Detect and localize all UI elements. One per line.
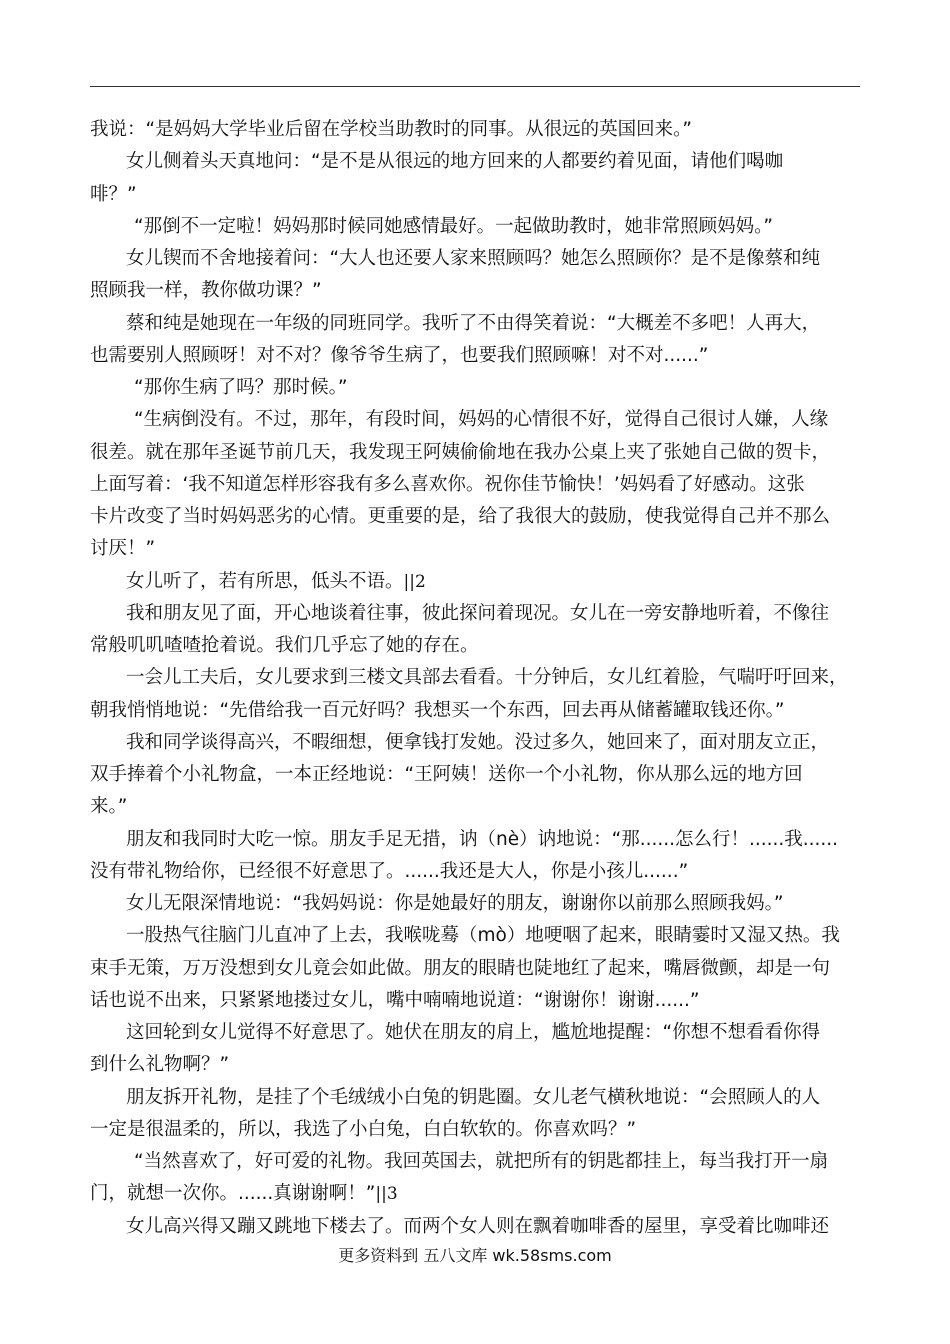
header-rule <box>90 86 860 87</box>
text-line: 女儿高兴得又蹦又跳地下楼去了。而两个女人则在飘着咖啡香的屋里，享受着比咖啡还 <box>126 1215 830 1237</box>
text-line: 也需要别人照顾呀！对不对？像爷爷生病了，也要我们照顾嘛！对不对......” <box>90 344 709 366</box>
text-line-content: 女儿听了，若有所思，低头不语。 <box>126 570 404 592</box>
text-line: 女儿无限深情地说：“我妈妈说：你是她最好的朋友，谢谢你以前那么照顾我妈。” <box>126 893 784 914</box>
text-line: 我和同学谈得高兴，不暇细想，便拿钱打发她。没过多久，她回来了，面对朋友立正， <box>126 731 830 753</box>
text-line: “那你生病了吗？那时候。” <box>134 377 348 398</box>
section-marker: ||3 <box>375 1184 398 1205</box>
text-line <box>90 566 862 598</box>
text-line-content: 门，就想一次你。......真谢谢啊！” <box>90 1183 376 1205</box>
text-line <box>90 1178 862 1210</box>
text-line: 照顾我一样，教你做功课？” <box>90 280 322 302</box>
text-line: 话也说不出来，只紧紧地搂过女儿，嘴中喃喃地说道：“谢谢你！谢谢......” <box>90 989 700 1011</box>
text-line: “当然喜欢了，好可爱的礼物。我回英国去，就把所有的钥匙都挂上，每当我打开一扇 <box>134 1151 829 1172</box>
text-line: 一定是很温柔的，所以，我选了小白兔，白白软软的。你喜欢吗？” <box>90 1118 637 1140</box>
text-line: 我说：“是妈妈大学毕业后留在学校当助教时的同事。从很远的英国回来。” <box>90 119 692 140</box>
text-line: 朋友和我同时大吃一惊。朋友手足无措，讷（nè）讷地说：“那......怎么行！......我...... <box>126 828 839 850</box>
text-line: 常般叽叽喳喳抢着说。我们几乎忘了她的存在。 <box>90 635 479 656</box>
text-line: 束手无策，万万没想到女儿竟会如此做。朋友的眼睛也陡地红了起来，嘴唇微颤，却是一句 <box>90 957 831 979</box>
text-line: 女儿侧着头天真地问：“是不是从很远的地方回来的人都要约着见面，请他们喝咖 <box>126 151 784 173</box>
text-line: 蔡和纯是她现在一年级的同班同学。我听了不由得笑着说：“大概差不多吧！人再大， <box>126 312 821 334</box>
text-line: 到什么礼物啊？” <box>90 1054 230 1076</box>
text-line: 讨厌！” <box>90 538 156 560</box>
text-line: 我和朋友见了面，开心地谈着往事，彼此探问着现况。女儿在一旁安静地听着，不像往 <box>126 602 830 624</box>
text-line: 一会儿工夫后，女儿要求到三楼文具部去看看。十分钟后，女儿红着脸，气喘吁吁回来， <box>126 667 848 689</box>
text-line: 很差。就在那年圣诞节前几天，我发现王阿姨偷偷地在我办公桌上夹了张她自己做的贺卡， <box>90 441 831 463</box>
text-line: 双手捧着个小礼物盒，一本正经地说：“王阿姨！送你一个小礼物，你从那么远的地方回 <box>90 764 803 785</box>
text-line: 来。” <box>90 796 128 818</box>
text-line: 朋友拆开礼物，是挂了个毛绒绒小白兔的钥匙圈。女儿老气横秋地说：“会照顾人的人 <box>126 1086 821 1108</box>
text-line: 没有带礼物给你，已经很不好意思了。......我还是大人，你是小孩儿......” <box>90 860 689 882</box>
text-line: 上面写着：‘我不知道怎样形容我有多么喜欢你。祝你佳节愉快！’妈妈看了好感动。这张 <box>90 473 805 495</box>
text-line: 朝我悄悄地说：“先借给我一百元好吗？我想买一个东西，回去再从储蓄罐取钱还你。” <box>90 699 785 721</box>
text-line: 女儿锲而不舍地接着问：“大人也还要人家来照顾吗？她怎么照顾你？是不是像蔡和纯 <box>126 248 821 269</box>
text-line: 这回轮到女儿觉得不好意思了。她伏在朋友的肩上，尴尬地提醒：“你想不想看看你得 <box>126 1022 821 1043</box>
text-line: “那倒不一定啦！妈妈那时候同她感情最好。一起做助教时，她非常照顾妈妈。” <box>134 215 773 237</box>
section-marker: ||2 <box>403 571 426 592</box>
text-line: 一股热气往脑门儿直冲了上去，我喉咙蓦（mò）地哽咽了起来，眼睛霎时又湿又热。我 <box>126 925 840 947</box>
footer-source-link[interactable]: 更多资料到 五八文库 wk.58sms.com <box>338 1246 612 1265</box>
text-line: 卡片改变了当时妈妈恶劣的心情。更重要的是，给了我很大的鼓励，使我觉得自己并不那么 <box>90 506 831 527</box>
text-line: “生病倒没有。不过，那年，有段时间，妈妈的心情很不好，觉得自己很讨人嫌，人缘 <box>134 409 829 431</box>
text-line: 啡？” <box>90 183 137 205</box>
article-body <box>90 114 862 1243</box>
